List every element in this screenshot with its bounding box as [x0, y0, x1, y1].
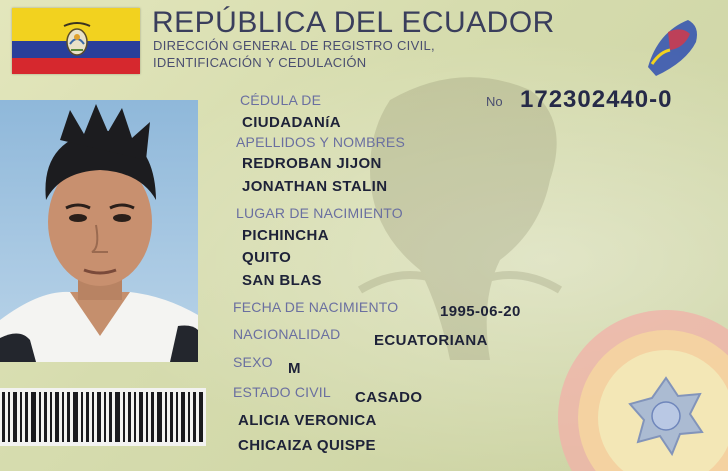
- birthplace-parish-value: SAN BLAS: [242, 272, 322, 289]
- id-number: 172302440-0: [520, 86, 673, 113]
- given-names-value: JONATHAN STALIN: [242, 178, 388, 195]
- document-type-label: CÉDULA DE: [240, 92, 322, 108]
- civil-status-value: CASADO: [355, 389, 423, 406]
- names-label: APELLIDOS Y NOMBRES: [236, 134, 406, 150]
- spouse-name-line1: ALICIA VERONICA: [238, 412, 377, 429]
- birthplace-province-value: PICHINCHA: [242, 227, 329, 244]
- security-seal-icon: [556, 308, 728, 471]
- barcode: [0, 388, 206, 446]
- country-title: REPÚBLICA DEL ECUADOR: [152, 6, 555, 39]
- sex-label: SEXO: [233, 354, 273, 370]
- emblem-icon: [638, 12, 708, 82]
- agency-name-line2: IDENTIFICACIÓN Y CEDULACIÓN: [153, 55, 367, 70]
- portrait-image: [0, 100, 198, 362]
- surnames-value: REDROBAN JIJON: [242, 155, 382, 172]
- coat-of-arms-icon: [62, 20, 92, 60]
- number-label: No: [486, 94, 503, 109]
- nationality-label: NACIONALIDAD: [233, 326, 341, 342]
- holder-photo: [0, 100, 198, 362]
- spouse-name-line2: CHICAIZA QUISPE: [238, 437, 376, 454]
- nationality-value: ECUATORIANA: [374, 332, 488, 349]
- agency-name-line1: DIRECCIÓN GENERAL DE REGISTRO CIVIL,: [153, 38, 435, 53]
- birthdate-label: FECHA DE NACIMIENTO: [233, 299, 399, 315]
- barcode-icon: [0, 388, 206, 446]
- birthplace-city-value: QUITO: [242, 249, 292, 266]
- ecuador-flag: [12, 8, 140, 74]
- birthdate-value: 1995-06-20: [440, 303, 521, 320]
- sex-value: M: [288, 360, 301, 377]
- birthplace-label: LUGAR DE NACIMIENTO: [236, 205, 403, 221]
- document-type-value: CIUDADANíA: [242, 114, 341, 131]
- civil-status-label: ESTADO CIVIL: [233, 384, 331, 400]
